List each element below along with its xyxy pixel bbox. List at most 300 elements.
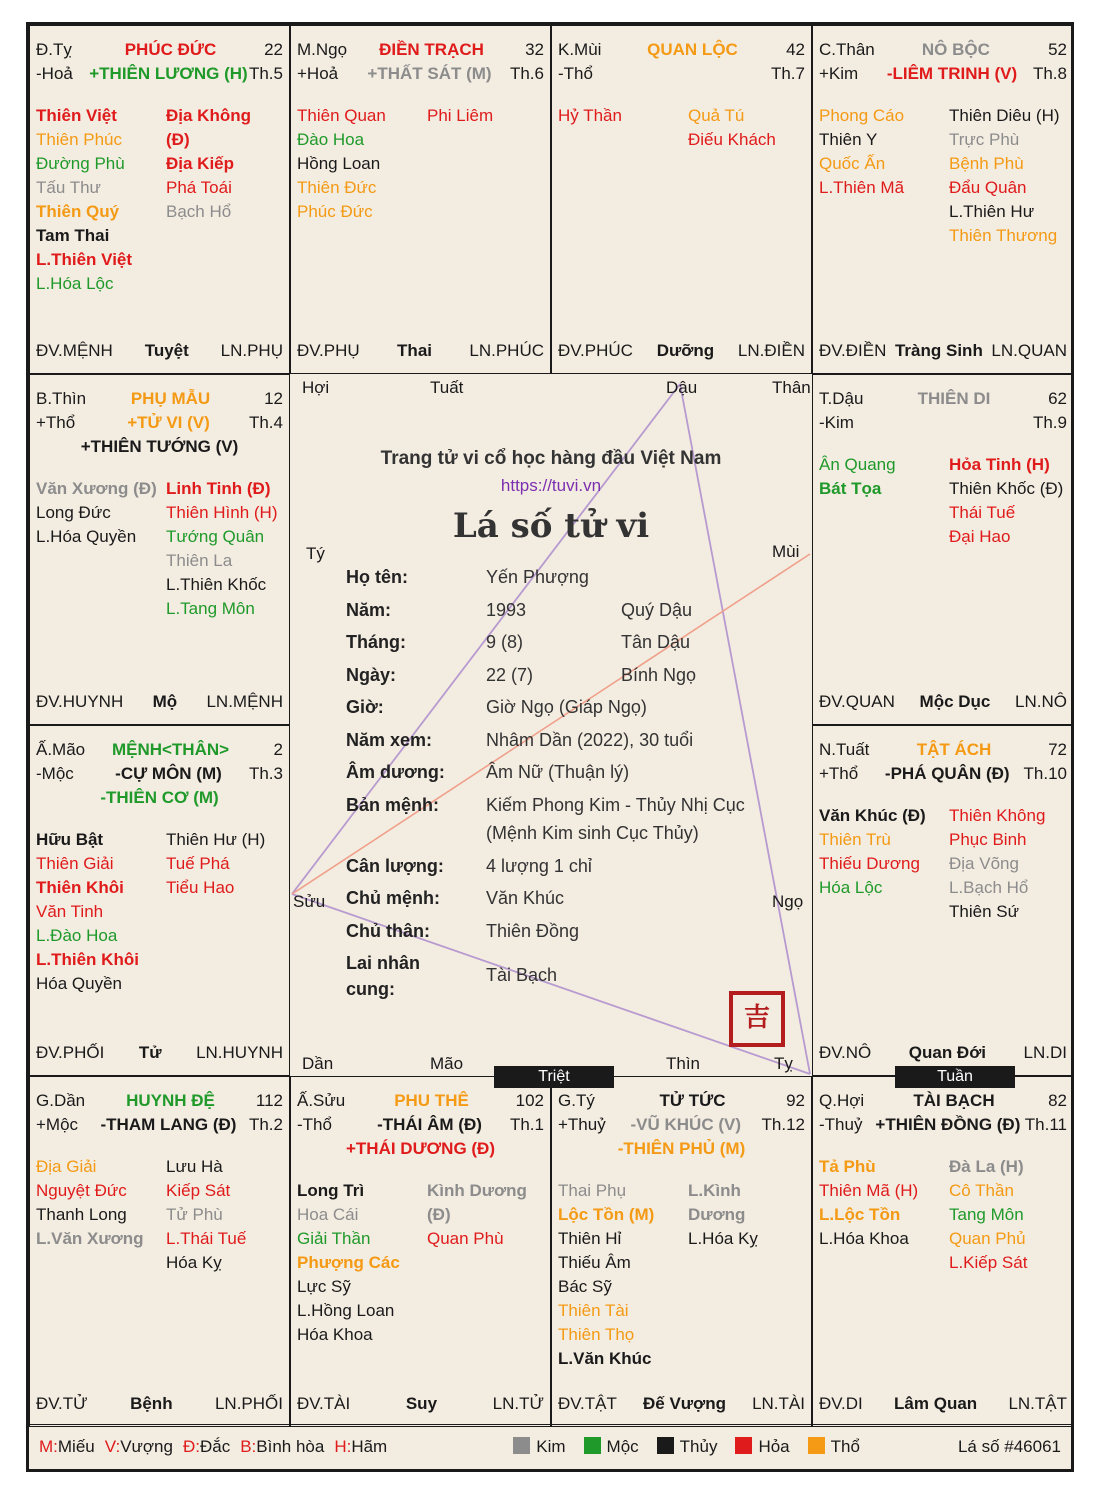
element-swatch — [808, 1437, 825, 1454]
palace-footer — [36, 1043, 283, 1063]
corner-than: Thân — [772, 378, 811, 397]
chart-number: Lá số #46061 — [957, 1437, 1061, 1456]
minor-star: Tả Phù — [819, 1157, 876, 1176]
dai-van: ĐV.PHỐI — [36, 1043, 105, 1062]
minor-star: Thiên Diêu (H) — [949, 106, 1060, 125]
info-value: 9 (8) — [486, 632, 524, 652]
minor-star: Ân Quang — [819, 455, 896, 474]
palace-star-row — [558, 62, 805, 86]
minor-star: Giải Thần — [297, 1229, 371, 1248]
minor-star: L.Lộc Tồn — [819, 1205, 901, 1224]
minor-star: Thiên Quý — [36, 202, 120, 221]
palace-title-row — [36, 738, 283, 762]
minor-star: Thiên Phúc — [36, 130, 122, 149]
palace-name: QUAN LỘC — [647, 40, 738, 59]
info-row — [346, 567, 806, 600]
palace-age: 22 — [264, 40, 283, 59]
minor-star: Địa Không — [166, 106, 251, 125]
life-stage: Tuyệt — [144, 341, 189, 360]
legend-key: Đ: — [182, 1437, 200, 1456]
palace-branch: N.Tuất — [819, 740, 870, 759]
minor-star: Linh Tinh (Đ) — [166, 479, 271, 498]
info-label: Cân lượng: — [346, 855, 444, 876]
dai-van: ĐV.QUAN — [819, 692, 895, 711]
minor-star: Hóa Kỵ — [166, 1253, 222, 1272]
palace-age: 72 — [1048, 740, 1067, 759]
info-value: Văn Khúc — [486, 888, 565, 908]
minor-star: L.Thái Tuế — [166, 1229, 247, 1248]
minor-star: Thiên Trù — [819, 830, 891, 849]
info-row — [346, 600, 806, 633]
minor-star: L.Thiên Mã — [819, 178, 905, 197]
palace-branch: Ấ.Sửu — [297, 1091, 346, 1110]
minor-star: Quan Phù — [427, 1229, 504, 1248]
minor-star: L.Tang Môn — [166, 599, 255, 618]
info-value: Tài Bạch — [486, 965, 558, 985]
element-swatch — [584, 1437, 601, 1454]
corner-ngo: Ngọ — [772, 892, 804, 911]
minor-star: L.Văn Xương — [36, 1229, 144, 1248]
dai-van: ĐV.ĐIỀN — [819, 341, 887, 360]
palace-footer — [36, 341, 283, 361]
palace-hoi — [812, 1076, 1074, 1427]
minor-star: Thiên Thọ — [558, 1325, 635, 1344]
minor-star: Đại Hao — [949, 527, 1011, 546]
info-label: Âm dương: — [346, 762, 445, 782]
palace-title-row — [819, 1089, 1067, 1113]
main-star: -LIÊM TRINH (V) — [886, 64, 1018, 83]
corner-dau: Dậu — [666, 378, 698, 397]
info-value-2: Bính Ngọ — [621, 664, 697, 685]
palace-footer — [297, 1394, 544, 1414]
palace-element: +Hoả — [297, 64, 339, 83]
palace-title-row — [297, 1089, 544, 1113]
minor-star: Tiểu Hao — [166, 878, 235, 897]
minor-stars-right — [949, 804, 1069, 924]
minor-star: Hóa Lộc — [819, 878, 883, 897]
minor-stars-left — [36, 477, 160, 549]
palace-age: 102 — [515, 1091, 544, 1110]
palace-footer — [558, 341, 805, 361]
minor-star: Địa Võng — [949, 854, 1019, 873]
minor-star: Thái Tuế — [949, 503, 1016, 522]
info-row — [346, 697, 806, 730]
legend-value: Hãm — [351, 1437, 388, 1456]
palace-header — [297, 1089, 544, 1161]
legend-bar — [29, 1424, 1071, 1469]
palace-element: -Kim — [819, 413, 854, 432]
element-name: Hỏa — [758, 1437, 790, 1456]
palace-age: 2 — [273, 740, 283, 759]
minor-stars-left — [558, 1179, 682, 1371]
minor-star: L.Hồng Loan — [297, 1301, 395, 1320]
palace-ty — [29, 25, 290, 374]
palace-footer — [819, 341, 1067, 361]
info-label: Họ tên: — [346, 567, 408, 587]
minor-star: Nguyệt Đức — [36, 1181, 127, 1200]
element-swatch — [657, 1437, 674, 1454]
minor-stars-left — [819, 1155, 943, 1251]
tuan-tag: Tuần — [895, 1066, 1015, 1088]
minor-star: Bác Sỹ — [558, 1277, 612, 1296]
palace-name: TÀI BẠCH — [913, 1091, 995, 1110]
luu-nien: LN.NÔ — [1015, 692, 1067, 711]
palace-header — [558, 1089, 805, 1161]
minor-star: Phong Cáo — [819, 106, 905, 125]
minor-star: Hỏa Tinh (H) — [949, 455, 1050, 474]
minor-stars-left — [36, 828, 160, 996]
minor-star: Quả Tú — [688, 106, 745, 125]
palace-header — [36, 38, 283, 86]
minor-stars-right — [427, 1179, 547, 1251]
luu-nien: LN.MỆNH — [206, 692, 283, 711]
minor-star: Đẩu Quân — [949, 178, 1027, 197]
minor-star: Thiên Hỉ — [558, 1229, 622, 1248]
corner-hoi: Hợi — [302, 378, 330, 397]
palace-th: Th.4 — [248, 413, 283, 432]
dai-van: ĐV.PHÚC — [558, 341, 633, 360]
luu-nien: LN.QUAN — [991, 341, 1067, 360]
palace-tuat — [812, 725, 1074, 1076]
palace-th: Th.7 — [770, 64, 805, 83]
legend-key: B: — [240, 1437, 257, 1456]
palace-name: TẬT ÁCH — [916, 740, 992, 759]
info-label: cung: — [346, 979, 395, 999]
minor-star: Đường Phù — [36, 154, 125, 173]
minor-star: Cô Thần — [949, 1181, 1014, 1200]
palace-branch: Q.Hợi — [819, 1091, 865, 1110]
luu-nien: LN.PHỤ — [220, 341, 283, 360]
palace-name: MỆNH<THÂN> — [111, 740, 230, 759]
palace-star-row — [297, 62, 544, 86]
legend-key: H: — [334, 1437, 352, 1456]
center-panel — [290, 374, 812, 1076]
minor-stars-right — [166, 104, 286, 224]
palace-th: Th.6 — [509, 64, 544, 83]
minor-star: Thiên Khốc (Đ) — [949, 479, 1064, 498]
palace-branch: G.Tý — [558, 1091, 595, 1110]
minor-star: Thiên Hư (H) — [166, 830, 266, 849]
palace-name: THIÊN DI — [917, 389, 991, 408]
minor-star: Phượng Các — [297, 1253, 400, 1272]
minor-star: Thiên Đức — [297, 178, 377, 197]
minor-star: Thiên La — [166, 551, 233, 570]
palace-header — [819, 1089, 1067, 1137]
palace-thin — [29, 374, 290, 725]
minor-star: L.Văn Khúc — [558, 1349, 652, 1368]
minor-star: Thiên Y — [819, 130, 878, 149]
palace-branch: C.Thân — [819, 40, 875, 59]
site-url[interactable]: https://tuvi.vn — [500, 476, 602, 495]
minor-star: Văn Tinh — [36, 902, 104, 921]
minor-star: Hoa Cái — [297, 1205, 359, 1224]
palace-footer — [819, 1043, 1067, 1063]
palace-branch: M.Ngọ — [297, 40, 348, 59]
minor-stars-left — [558, 104, 682, 128]
palace-name: NÔ BỘC — [921, 40, 990, 59]
minor-star: Tuế Phá — [166, 854, 230, 873]
minor-stars-left — [297, 1179, 421, 1347]
minor-star: Tấu Thư — [36, 178, 101, 197]
palace-star-row — [36, 62, 283, 86]
palace-title-row — [558, 1089, 805, 1113]
info-label: Giờ: — [346, 697, 384, 717]
main-star: -VŨ KHÚC (V) — [630, 1115, 741, 1134]
minor-star: Thiên Không — [949, 806, 1046, 825]
corner-mui: Mùi — [772, 542, 800, 561]
minor-star: Long Đức — [36, 503, 111, 522]
info-value: Yến Phượng — [486, 567, 589, 587]
legend-value: Đắc — [199, 1437, 231, 1456]
palace-title-row — [297, 38, 544, 62]
element-name: Thổ — [830, 1437, 860, 1456]
palace-header — [558, 38, 805, 86]
legend-brightness — [39, 1437, 397, 1457]
palace-title-row — [36, 387, 283, 411]
minor-stars-right — [166, 1155, 286, 1275]
palace-th: Th.5 — [248, 64, 283, 83]
minor-star: Hữu Bật — [36, 830, 104, 849]
minor-star: Địa Kiếp — [166, 154, 235, 173]
legend-elements — [495, 1437, 860, 1457]
minor-stars-right — [427, 104, 547, 128]
info-label: Năm xem: — [346, 729, 433, 750]
minor-star: Hóa Khoa — [297, 1325, 373, 1344]
minor-star: Dương — [688, 1205, 746, 1224]
element-name: Kim — [536, 1437, 566, 1456]
minor-star: Bệnh Phù — [949, 154, 1024, 173]
legend-key: M: — [39, 1437, 58, 1456]
info-row — [346, 632, 806, 665]
palace-footer — [36, 692, 283, 712]
info-value: (Mệnh Kim sinh Cục Thủy) — [486, 823, 699, 843]
corner-tyi: Tỵ — [774, 1054, 793, 1073]
minor-star: Tướng Quân — [166, 527, 265, 546]
palace-branch: K.Mùi — [558, 40, 602, 59]
dai-van: ĐV.TỬ — [36, 1394, 88, 1413]
minor-star: Lưu Hà — [166, 1157, 223, 1176]
info-label: Lai nhân — [346, 953, 421, 973]
palace-element: -Thuỷ — [819, 1115, 863, 1134]
corner-mao: Mão — [430, 1054, 464, 1073]
palace-th: Th.10 — [1023, 764, 1067, 783]
minor-star: Trực Phù — [949, 130, 1020, 149]
life-stage: Tử — [138, 1043, 162, 1062]
minor-star: Thiên Quan — [297, 106, 386, 125]
main-star: -THAM LANG (Đ) — [100, 1115, 237, 1134]
life-stage: Suy — [405, 1394, 438, 1413]
minor-stars-right — [688, 104, 808, 152]
minor-star: Tang Môn — [949, 1205, 1024, 1224]
info-value: Âm Nữ (Thuận lý) — [486, 762, 630, 782]
minor-stars-left — [297, 104, 421, 224]
minor-star: (Đ) — [427, 1205, 451, 1224]
minor-star: Phúc Đức — [297, 202, 373, 221]
palace-mao — [29, 725, 290, 1076]
palace-element: +Mộc — [36, 1115, 79, 1134]
info-row — [346, 730, 806, 763]
palace-dan — [29, 1076, 290, 1427]
dai-van: ĐV.NÔ — [819, 1043, 872, 1062]
info-label: Ngày: — [346, 664, 397, 685]
minor-star: L.Thiên Khốc — [166, 575, 267, 594]
palace-age: 42 — [786, 40, 805, 59]
minor-star: L.Bạch Hổ — [949, 878, 1029, 897]
minor-star: Thiên Việt — [36, 106, 117, 125]
palace-element: -Hoả — [36, 64, 73, 83]
minor-star: Văn Khúc (Đ) — [819, 806, 926, 825]
palace-age: 32 — [525, 40, 544, 59]
palace-header — [819, 387, 1067, 435]
element-name: Thủy — [679, 1437, 718, 1456]
legend-key: V: — [104, 1437, 121, 1456]
main-star: +TỬ VI (V) — [127, 413, 210, 432]
minor-star: Quốc Ấn — [819, 154, 886, 173]
minor-stars-left — [36, 1155, 160, 1251]
info-row — [346, 953, 806, 979]
personal-info — [346, 567, 806, 1012]
info-value: Kiếm Phong Kim - Thủy Nhị Cục — [486, 794, 745, 815]
element-name: Mộc — [606, 1437, 639, 1456]
palace-header — [36, 738, 283, 810]
corner-ty: Tý — [306, 544, 325, 563]
minor-star: L.Kình — [688, 1181, 741, 1200]
minor-star: Thiếu Âm — [558, 1253, 631, 1272]
info-row — [346, 762, 806, 795]
luu-nien: LN.DI — [1023, 1043, 1067, 1062]
palace-star-row — [297, 1113, 544, 1137]
luu-nien: LN.TÀI — [752, 1394, 805, 1413]
minor-star: L.Hóa Kỵ — [688, 1229, 758, 1248]
palace-star-row — [36, 1113, 283, 1137]
corner-tuat: Tuất — [430, 378, 464, 397]
luu-nien: LN.HUYNH — [196, 1043, 283, 1062]
palace-header — [297, 38, 544, 86]
luu-nien: LN.PHỐI — [214, 1394, 283, 1413]
palace-th: Th.2 — [248, 1115, 283, 1134]
palace-element: +Kim — [819, 64, 859, 83]
minor-star: Thiên Tài — [558, 1301, 629, 1320]
minor-star: Bạch Hổ — [166, 202, 232, 221]
main-star: +THIÊN ĐỒNG (Đ) — [875, 1115, 1021, 1134]
palace-star-row — [36, 762, 283, 786]
palace-name: HUYNH ĐỆ — [126, 1091, 215, 1110]
minor-star: Thiên Sứ — [949, 902, 1019, 921]
palace-star-row — [558, 1113, 805, 1137]
palace-th: Th.3 — [248, 764, 283, 783]
minor-star: Hồng Loan — [297, 154, 381, 173]
palace-element: +Thổ — [819, 764, 859, 783]
minor-star: Văn Xương (Đ) — [36, 479, 157, 498]
minor-stars-right — [166, 828, 286, 900]
palace-suu — [290, 1076, 551, 1427]
palace-than — [812, 25, 1074, 374]
site-title: Trang tử vi cổ học hàng đầu Việt Nam — [380, 448, 722, 469]
life-stage: Tràng Sinh — [894, 341, 983, 360]
triet-tag: Triệt — [494, 1066, 614, 1088]
minor-stars-right — [166, 477, 286, 621]
corner-dan: Dần — [302, 1054, 334, 1073]
palace-name: PHÚC ĐỨC — [124, 40, 217, 59]
info-value-2: Tân Dậu — [621, 632, 691, 652]
palace-element: +Thuỷ — [558, 1115, 606, 1134]
minor-star: Kình Dương — [427, 1181, 527, 1200]
minor-star: Địa Giải — [36, 1157, 97, 1176]
life-stage: Lâm Quan — [894, 1394, 978, 1413]
info-label: Chủ thân: — [346, 920, 430, 941]
minor-star: Hỷ Thần — [558, 106, 622, 125]
minor-star: Thiên Mã (H) — [819, 1181, 919, 1200]
palace-footer — [36, 1394, 283, 1414]
palace-th: Th.11 — [1024, 1115, 1067, 1134]
info-label: Năm: — [346, 599, 392, 620]
minor-stars-right — [688, 1179, 808, 1251]
main-star-2: -THIÊN PHỦ (M) — [617, 1139, 746, 1158]
info-row — [346, 921, 806, 954]
main-star: -THÁI ÂM (Đ) — [377, 1115, 482, 1134]
minor-stars-left — [819, 804, 943, 900]
legend-value: Miếu — [57, 1437, 95, 1456]
minor-star: Thai Phụ — [558, 1181, 627, 1200]
life-stage: Bệnh — [130, 1394, 173, 1413]
life-stage: Mộc Dục — [919, 692, 991, 711]
palace-ti — [551, 1076, 812, 1427]
main-star-2: +THÁI DƯƠNG (Đ) — [345, 1139, 495, 1158]
minor-star: Thiên Khôi — [36, 878, 124, 897]
palace-title-row — [558, 38, 805, 62]
palace-header — [819, 38, 1067, 86]
minor-star: Lực Sỹ — [297, 1277, 351, 1296]
palace-star-row — [819, 762, 1067, 786]
minor-star: Điếu Khách — [688, 130, 776, 149]
info-label: Chủ mệnh: — [346, 888, 440, 908]
palace-title-row — [819, 38, 1067, 62]
palace-ngo — [290, 25, 551, 374]
minor-stars-right — [949, 104, 1069, 248]
life-stage: Mộ — [152, 692, 178, 711]
main-star: +THIÊN LƯƠNG (H) — [89, 64, 248, 83]
palace-star-row — [36, 435, 283, 459]
corner-thin: Thìn — [666, 1054, 701, 1073]
palace-star-row — [819, 411, 1067, 435]
minor-star: Tử Phù — [166, 1205, 223, 1224]
palace-header — [36, 1089, 283, 1137]
legend-value: Bình hòa — [256, 1437, 325, 1456]
palace-branch: Ấ.Mão — [36, 740, 86, 759]
palace-age: 62 — [1048, 389, 1067, 408]
minor-star: L.Thiên Khôi — [36, 950, 139, 969]
palace-element: -Thổ — [297, 1115, 332, 1134]
minor-stars-left — [819, 104, 943, 200]
minor-star: Quan Phủ — [949, 1229, 1026, 1248]
dai-van: ĐV.DI — [819, 1394, 863, 1413]
life-stage: Thai — [397, 341, 432, 360]
palace-th: Th.12 — [761, 1115, 805, 1134]
palace-element: -Thổ — [558, 64, 593, 83]
minor-star: Hóa Quyền — [36, 974, 122, 993]
palace-footer — [819, 692, 1067, 712]
minor-star: Đào Hoa — [297, 130, 365, 149]
main-star: -PHÁ QUÂN (Đ) — [884, 764, 1010, 783]
palace-star-row — [297, 1137, 544, 1161]
minor-star: Phi Liêm — [427, 106, 494, 125]
palace-name: PHU THÊ — [394, 1091, 469, 1110]
palace-age: 82 — [1048, 1091, 1067, 1110]
palace-star-row — [36, 411, 283, 435]
chart-heading: Lá số tử vi — [452, 506, 650, 546]
dai-van: ĐV.TẬT — [558, 1394, 617, 1413]
minor-star: L.Hóa Khoa — [819, 1229, 909, 1248]
